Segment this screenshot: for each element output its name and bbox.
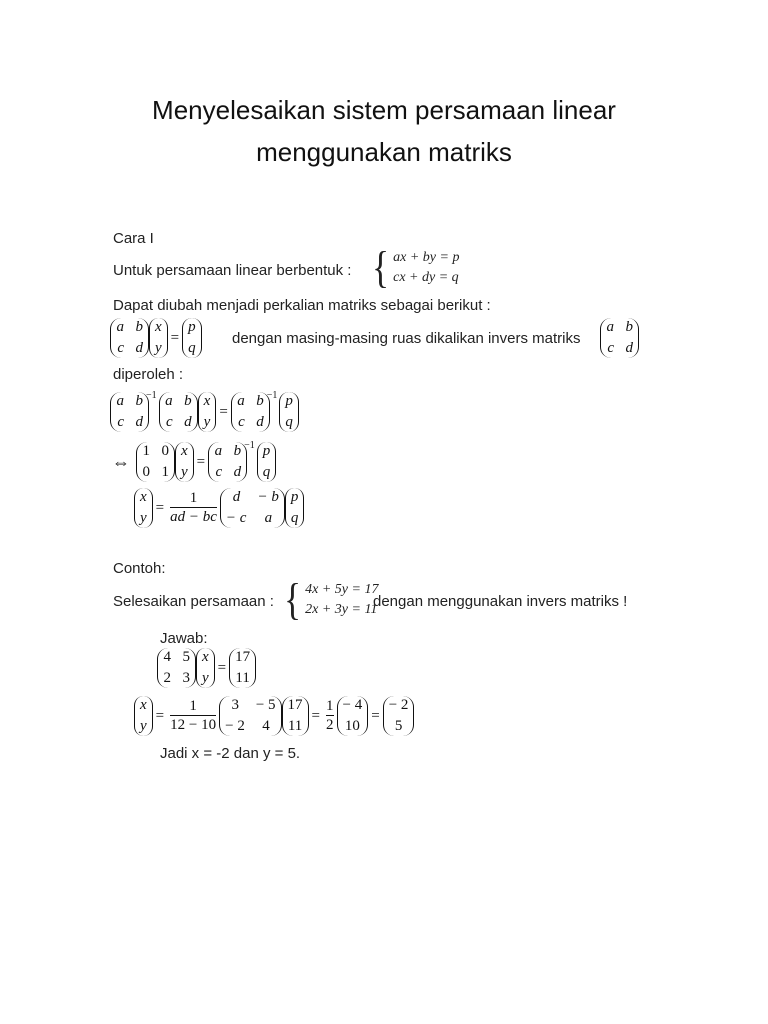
- page-title-line-2: menggunakan matriks: [256, 137, 512, 167]
- cara-heading: Cara I: [113, 230, 154, 247]
- system-row-1: ax + by = p: [393, 250, 460, 265]
- example-intro: Selesaikan persamaan :: [113, 593, 274, 610]
- page-title-line-1: Menyelesaikan sistem persamaan linear: [152, 95, 616, 125]
- inverse-multiplied-row: a b c d −1 a b c d x y = a b c d −1 p q: [110, 392, 299, 432]
- result-vector: − 2 5: [383, 696, 415, 736]
- conclusion-text: Jadi x = -2 dan y = 5.: [160, 745, 301, 762]
- equals-sign: =: [170, 329, 180, 346]
- adjugate-matrix: d − b − c a: [220, 488, 285, 528]
- rhs-vector: p q: [182, 318, 202, 358]
- solution-formula-row: x y = $\frac{1}{ad - bc}$ d − b − c a p q: [134, 488, 304, 528]
- example-heading: Contoh:: [113, 560, 166, 577]
- example-tail: dengan menggunakan invers matriks !: [373, 593, 628, 610]
- answer-label: Jawab:: [160, 630, 208, 647]
- system-row-2: cx + dy = q: [393, 270, 459, 285]
- general-system: [370, 243, 460, 292]
- cara-intro: Untuk persamaan linear berbentuk :: [113, 262, 352, 279]
- example-matrix-row: 4 5 2 3 x y = 17 11: [157, 648, 256, 688]
- example-solution-row: x y = $\frac{1}{12 - 10}$ 3 − 5 − 2 4 17 11 = $\frac{1}{2}$ − 4 10 = − 2 5: [134, 696, 414, 736]
- identity-row: ⇔ 1 0 0 1 x y = a b c d −1 p q: [112, 442, 276, 482]
- left-brace: {: [372, 243, 390, 292]
- example-row-1: 4x + 5y = 17: [305, 582, 379, 597]
- example-row-2: 2x + 3y = 11: [305, 602, 378, 617]
- multiply-text: dengan masing-masing ruas dikalikan invers matriks: [232, 330, 581, 347]
- iff-symbol: ⇔: [112, 451, 130, 472]
- var-vector: x y: [149, 318, 168, 358]
- coef-matrix: a b c d: [110, 318, 149, 358]
- transform-text: Dapat diubah menjadi perkalian matriks sebagai berikut :: [113, 297, 491, 314]
- example-system: { 4x + 5y = 17 2x + 3y = 11: [284, 575, 379, 624]
- obtained-text: diperoleh :: [113, 366, 184, 383]
- identity-matrix: 1 0 0 1: [136, 442, 175, 482]
- determinant-fraction: $\frac{1}{ad - bc}$: [170, 490, 217, 525]
- matrix-equation-row: [110, 318, 202, 358]
- inverse-target-matrix: a b c d: [600, 318, 639, 358]
